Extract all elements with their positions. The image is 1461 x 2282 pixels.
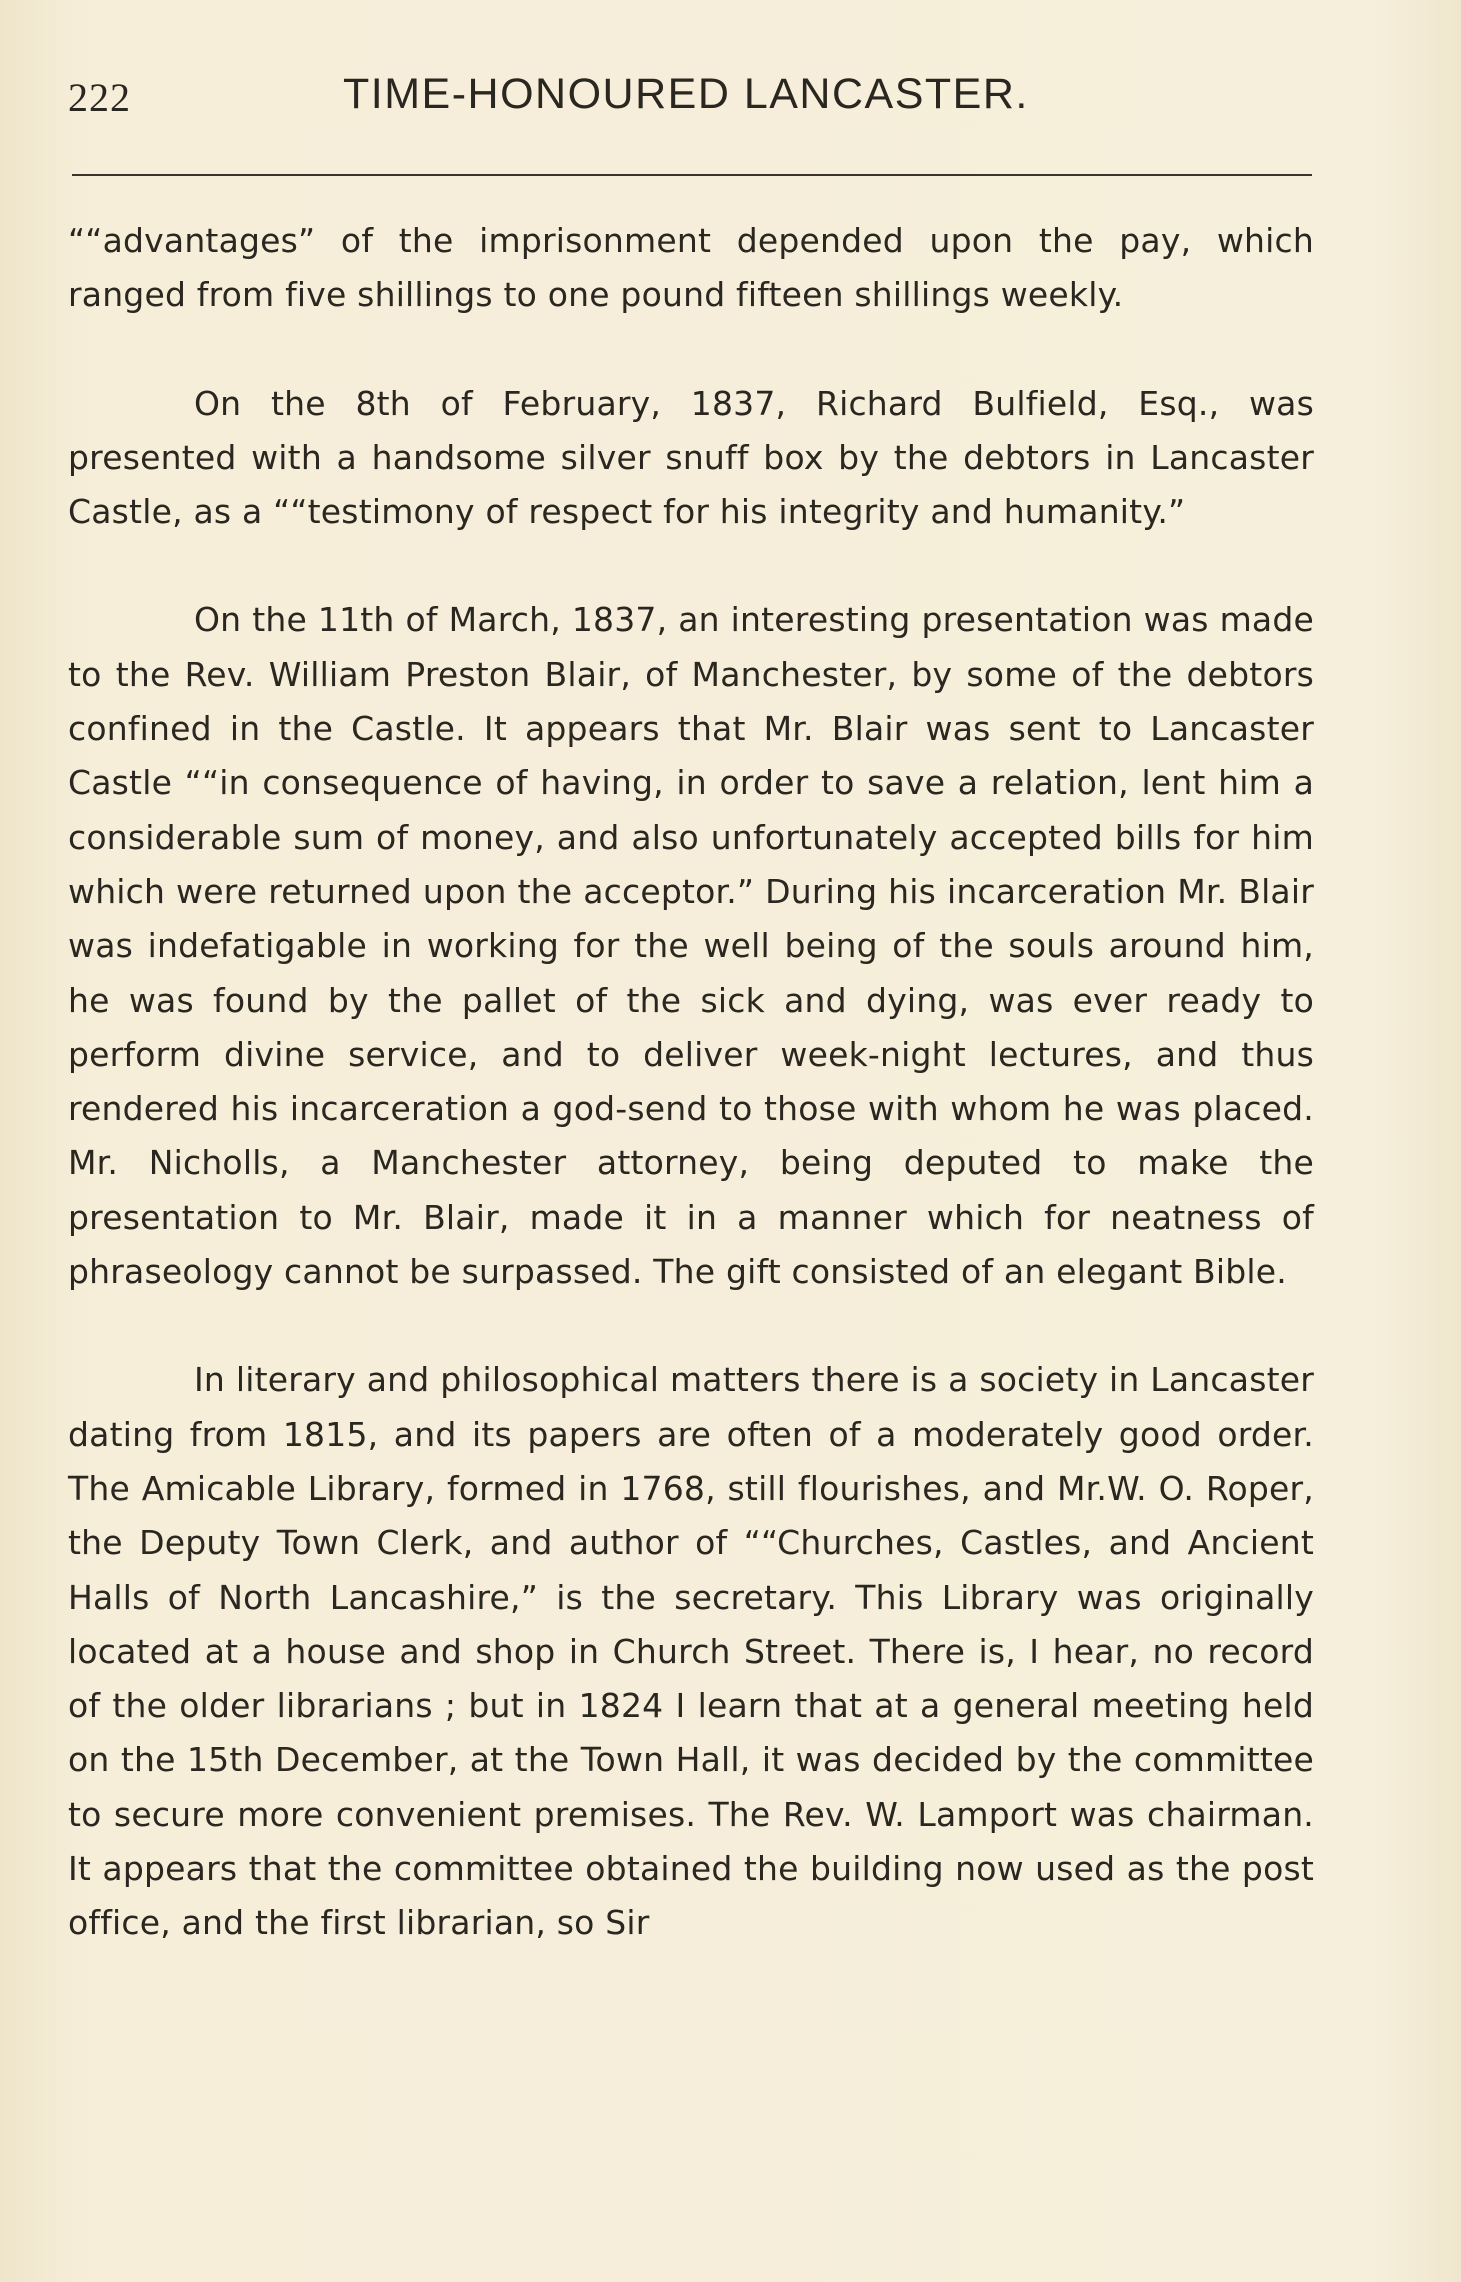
page-number: 222 [68, 75, 131, 120]
paragraph-amicable-library: In literary and philosophical matters there is a society in Lancaster dating from 1815, and its papers are often of a moderately good order. The Amicable Library, formed in 1768, still flourishes, and Mr.W. O. Roper, the Deputy Town Clerk, and author of ““Churches, Castles, and Ancient Halls of North Lancashire,” is the secretary. This Library was originally located at a house and shop in Church Street. There is, I hear, no record of the older librarians ; but in 1824 I learn that at a general meeting held on the 15th December, at the Town Hall, it was decided by the committee to secure more convenient premises. The Rev. W. Lamport was chairman. It appears that the committee obtained the building now used as the post office, and the first librarian, so Sir [68, 1360, 1314, 1943]
header-rule [72, 174, 1312, 176]
paragraph-continuation: ““advantages” of the imprisonment depended upon the pay, which ranged from five shillings to one pound fifteen shillings weekly. [68, 221, 1314, 315]
running-title: TIME-HONOURED LANCASTER. [343, 70, 1029, 118]
paragraph-bulfield: On the 8th of February, 1837, Richard Bulfield, Esq., was presented with a handsome silver snuff box by the debtors in Lancaster Castle, as a ““testimony of respect for his integrity and humanity.” [68, 383, 1314, 532]
paragraph-blair: On the 11th of March, 1837, an interesting presentation was made to the Rev. William Preston Blair, of Manchester, by some of the debtors confined in the Castle. It appears that Mr. Blair was sent to Lancaster Castle ““in consequence of having, in order to save a relation, lent him a considerable sum of money, and also unfortunately accepted bills for him which were returned upon the acceptor.” During his incarceration Mr. Blair was indefatigable in working for the well being of the souls around him, he was found by the pallet of the sick and dying, was ever ready to perform divine service, and to deliver week-night lectures, and thus rendered his incarceration a god-send to those with whom he was placed. Mr. Nicholls, a Manchester attorney, being deputed to make the presentation to Mr. Blair, made it in a manner which for neatness of phraseology cannot be surpassed. The gift consisted of an elegant Bible. [68, 600, 1314, 1292]
body-text [68, 214, 1314, 1951]
page-header [68, 70, 1313, 130]
